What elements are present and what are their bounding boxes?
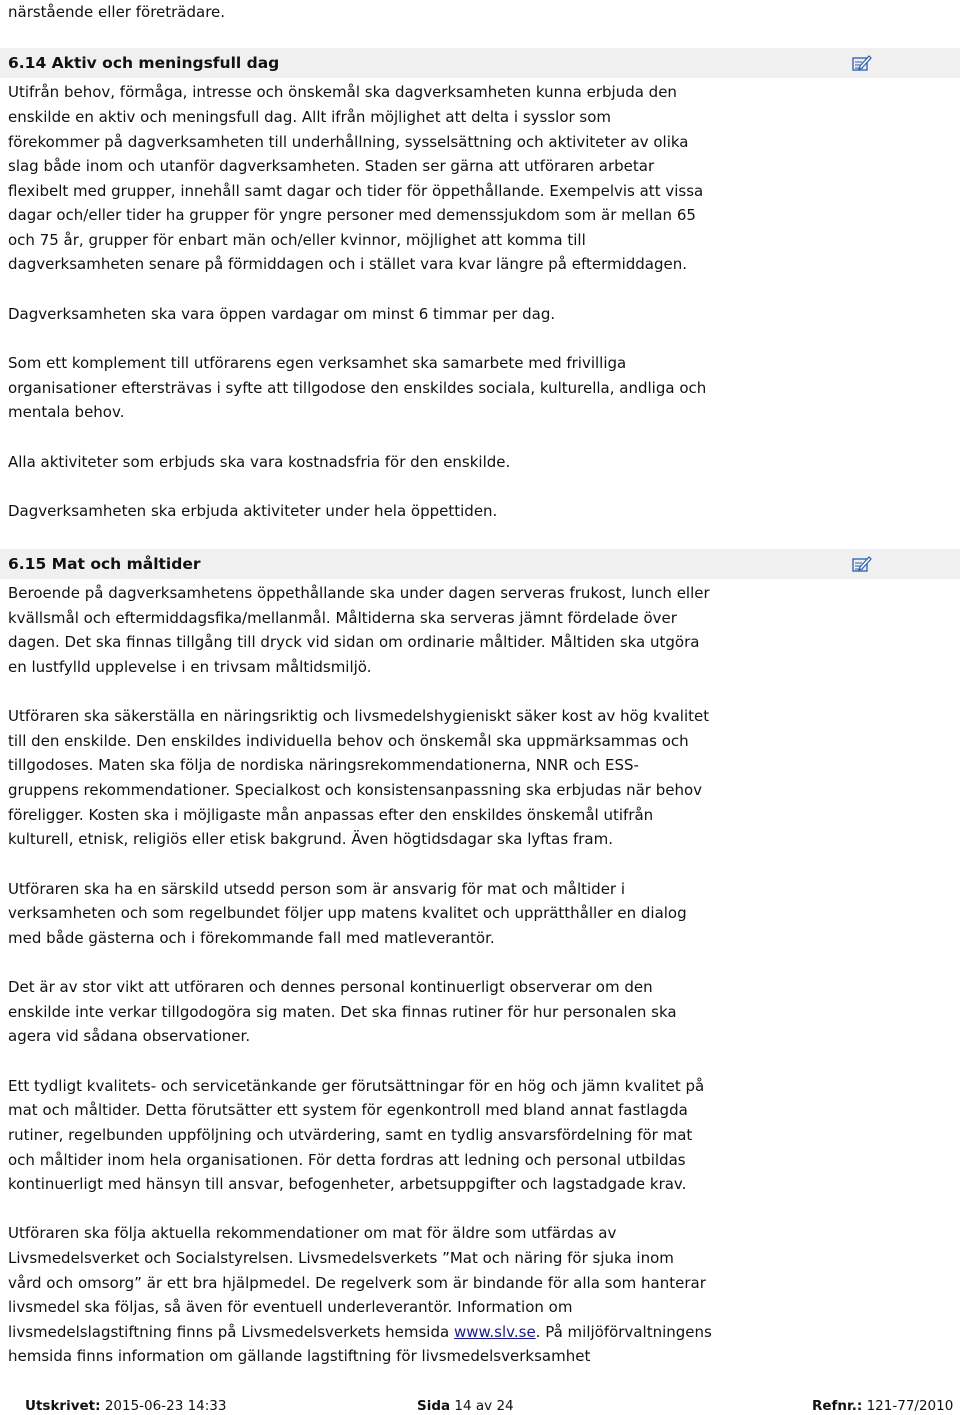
s615-p1-line-4: en lustfylld upplevelse i en trivsam måltidsmiljö. [8,658,372,676]
s615-p2-line-6: kulturell, etnisk, religiös eller etisk bakgrund. Även högtidsdagar ska lyftas fram. [8,830,613,848]
s614-p1-line-2: enskilde en aktiv och meningsfull dag. Allt ifrån möjlighet att delta i sysslor som [8,108,612,126]
s615-p6-line-2: Livsmedelsverket och Socialstyrelsen. Livsmedelsverkets ”Mat och näring för sjuka inom [8,1249,674,1267]
s615-p6-line-1: Utföraren ska följa aktuella rekommendationer om mat för äldre som utfärdas av [8,1224,617,1242]
footer-ref-label: Refnr.: [812,1398,863,1414]
top-fragment: närstående eller företrädare. [8,3,226,21]
slv-website-link[interactable]: www.slv.se [453,1323,536,1341]
s615-p4-line-3: agera vid sådana observationer. [8,1027,251,1045]
section-6-14-heading: 6.14 Aktiv och meningsfull dag [8,54,280,72]
s614-p3-line-2: organisationer eftersträvas i syfte att tillgodose den enskildes sociala, kulturella, andliga och [8,379,707,397]
footer-printed [25,1397,226,1415]
s614-p1-line-3: förekommer på dagverksamheten till underhållning, sysselsättning och aktiviteter av olika [8,133,689,151]
s615-p6-line-4: livsmedel ska följas, så även för eventuell underleverantör. Information om [8,1298,573,1316]
footer-printed-value: 2015-06-23 14:33 [104,1398,227,1414]
s615-p3-line-2: verksamheten och som regelbundet följer upp matens kvalitet och upprätthåller en dialog [8,904,687,922]
footer-page-value: 14 av 24 [454,1398,514,1414]
s615-p1-line-2: kvällsmål och eftermiddagsfika/mellanmål. Måltiderna ska serveras jämnt fördelade över [8,609,677,627]
s615-p6-line-6: hemsida finns information om gällande lagstiftning för livsmedelsverksamhet [8,1347,591,1365]
s614-p3-line-3: mentala behov. [8,403,125,421]
s614-p1-line-8: dagverksamheten senare på förmiddagen och i stället vara kvar längre på eftermiddagen. [8,255,688,273]
s615-p2-line-2: till den enskilde. Den enskildes individuella behov och önskemål ska uppmärksammas och [8,732,689,750]
edit-note-icon[interactable] [852,555,872,573]
s614-p1-line-4: slag både inom och utanför dagverksamheten. Staden ser gärna att utföraren arbetar [8,157,655,175]
s614-p1-line-5: flexibelt med grupper, innehåll samt dagar och tider för öppethållande. Exempelvis att vissa [8,182,704,200]
s615-p6-link-before: livsmedelslagstiftning finns på Livsmedelsverkets hemsida [8,1323,454,1341]
footer-ref-value: 121-77/2010 [866,1398,954,1414]
footer-page [417,1397,514,1415]
s614-p1-line-6: dagar och/eller tider ha grupper för yngre personer med demenssjukdom som är mellan 65 [8,206,696,224]
footer-ref [812,1397,953,1415]
s614-p1-line-1: Utifrån behov, förmåga, intresse och önskemål ska dagverksamheten kunna erbjuda den [8,83,677,101]
s614-p4: Alla aktiviteter som erbjuds ska vara kostnadsfria för den enskilde. [8,453,511,471]
s615-p2-line-4: gruppens rekommendationer. Specialkost och konsistensanpassning ska erbjudas när behov [8,781,703,799]
s615-p6-link-after: . På miljöförvaltningens [535,1323,712,1341]
s615-p2-line-5: föreligger. Kosten ska i möjligaste mån anpassas efter den enskildes önskemål utifrån [8,806,654,824]
s614-p3-line-1: Som ett komplement till utförarens egen verksamhet ska samarbete med frivilliga [8,354,627,372]
s615-p5-line-4: och måltider inom hela organisationen. För detta fordras att ledning och personal utbildas [8,1151,686,1169]
s615-p2-line-1: Utföraren ska säkerställa en näringsriktig och livsmedelshygieniskt säker kost av hög kvalitet [8,707,710,725]
s615-p3-line-3: med både gästerna och i förekommande fall med matleverantör. [8,929,495,947]
s615-p5-line-3: rutiner, regelbunden uppföljning och utvärdering, samt en tydlig ansvarsfördelning för mat [8,1126,693,1144]
s615-p5-line-2: mat och måltider. Detta förutsätter ett system för egenkontroll med bland annat fastlagda [8,1101,688,1119]
s614-p2: Dagverksamheten ska vara öppen vardagar om minst 6 timmar per dag. [8,305,556,323]
edit-note-icon[interactable] [852,54,872,72]
s615-p3-line-1: Utföraren ska ha en särskild utsedd person som är ansvarig för mat och måltider i [8,880,626,898]
s615-p1-line-1: Beroende på dagverksamhetens öppethållande ska under dagen serveras frukost, lunch eller [8,584,710,602]
s615-p4-line-1: Det är av stor vikt att utföraren och dennes personal kontinuerligt observerar om den [8,978,653,996]
footer-page-label: Sida [417,1398,451,1414]
s615-p5-line-5: kontinuerligt med hänsyn till ansvar, befogenheter, arbetsuppgifter och lagstadgade krav. [8,1175,687,1193]
s614-p1-line-7: och 75 år, grupper för enbart män och/eller kvinnor, möjlighet att komma till [8,231,586,249]
s615-p4-line-2: enskilde inte verkar tillgodogöra sig maten. Det ska finnas rutiner för hur personalen ska [8,1003,677,1021]
s615-p2-line-3: tillgodoses. Maten ska följa de nordiska näringsrekommendationerna, NNR och ESS- [8,756,639,774]
section-6-15-heading: 6.15 Mat och måltider [8,555,201,573]
footer-printed-label: Utskrivet: [25,1398,101,1414]
s615-p6-line-3: vård och omsorg” är ett bra hjälpmedel. De regelverk som är bindande för alla som hanterar [8,1274,706,1292]
s615-p6-line-5 [8,1322,712,1342]
s615-p5-line-1: Ett tydligt kvalitets- och servicetänkande ger förutsättningar för en hög och jämn kvalitet på [8,1077,705,1095]
s614-p5: Dagverksamheten ska erbjuda aktiviteter under hela öppettiden. [8,502,498,520]
s615-p1-line-3: dagen. Det ska finnas tillgång till dryck vid sidan om ordinarie måltider. Måltiden ska utgöra [8,633,700,651]
